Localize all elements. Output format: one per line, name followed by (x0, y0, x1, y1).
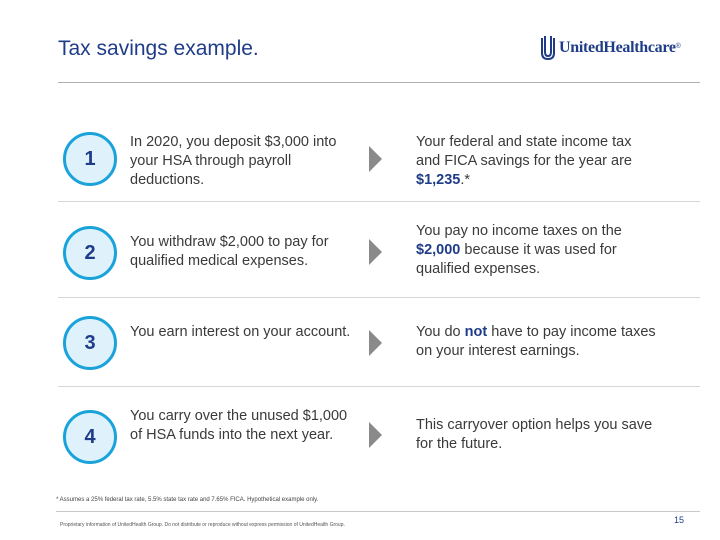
result-text: Your federal and state income tax and FICA savings for the year are (416, 134, 632, 169)
page-number: 15 (674, 515, 685, 525)
result-text-end: .* (460, 172, 471, 188)
savings-row-1 (58, 117, 700, 202)
result-text: You do (416, 324, 465, 340)
result-highlight: $1,235 (416, 172, 461, 188)
step-result (416, 133, 656, 190)
step-number-circle: 2 (63, 226, 117, 280)
footer-divider (56, 511, 700, 512)
proprietary-notice: Proprietary information of UnitedHealth Group. Do not distribute or reproduce without express permission of UnitedHealth Group. (60, 522, 345, 528)
savings-row-2 (58, 213, 700, 298)
savings-row-3 (58, 302, 700, 387)
step-description: You earn interest on your account. (130, 324, 351, 340)
savings-row-4 (58, 393, 700, 477)
logo-registered-mark: ® (675, 43, 681, 50)
step-result (416, 416, 656, 454)
triangle-right-icon (369, 330, 382, 356)
step-number-circle: 1 (63, 132, 117, 186)
result-highlight: $2,000 (416, 242, 461, 258)
step-result (416, 323, 656, 361)
result-text: You pay no income taxes on the (416, 223, 622, 239)
triangle-right-icon (369, 239, 382, 265)
result-text-end: have to pay income taxes on your interest earnings. (416, 324, 656, 359)
step-description: You withdraw $2,000 to pay for qualified medical expenses. (130, 234, 329, 269)
step-description: You carry over the unused $1,000 of HSA funds into the next year. (130, 408, 348, 443)
footnote: * Assumes a 25% federal tax rate, 5.5% state tax rate and 7.65% FICA. Hypothetical example only. (56, 497, 319, 503)
united-healthcare-u-icon (541, 35, 555, 61)
step-result (416, 222, 656, 279)
triangle-right-icon (369, 422, 382, 448)
triangle-right-icon (369, 146, 382, 172)
step-number-circle: 3 (63, 316, 117, 370)
step-description: In 2020, you deposit $3,000 into your HSA through payroll deductions. (130, 134, 337, 188)
result-text-end: because it was used for qualified expenses. (416, 242, 617, 277)
result-highlight: not (464, 324, 488, 340)
step-number-circle: 4 (63, 410, 117, 464)
logo-text: UnitedHealthcare (559, 39, 676, 56)
page-title: Tax savings example. (58, 37, 259, 60)
brand-logo (541, 35, 681, 61)
result-text: This carryover option helps you save for the future. (416, 417, 653, 452)
title-divider (58, 82, 700, 83)
